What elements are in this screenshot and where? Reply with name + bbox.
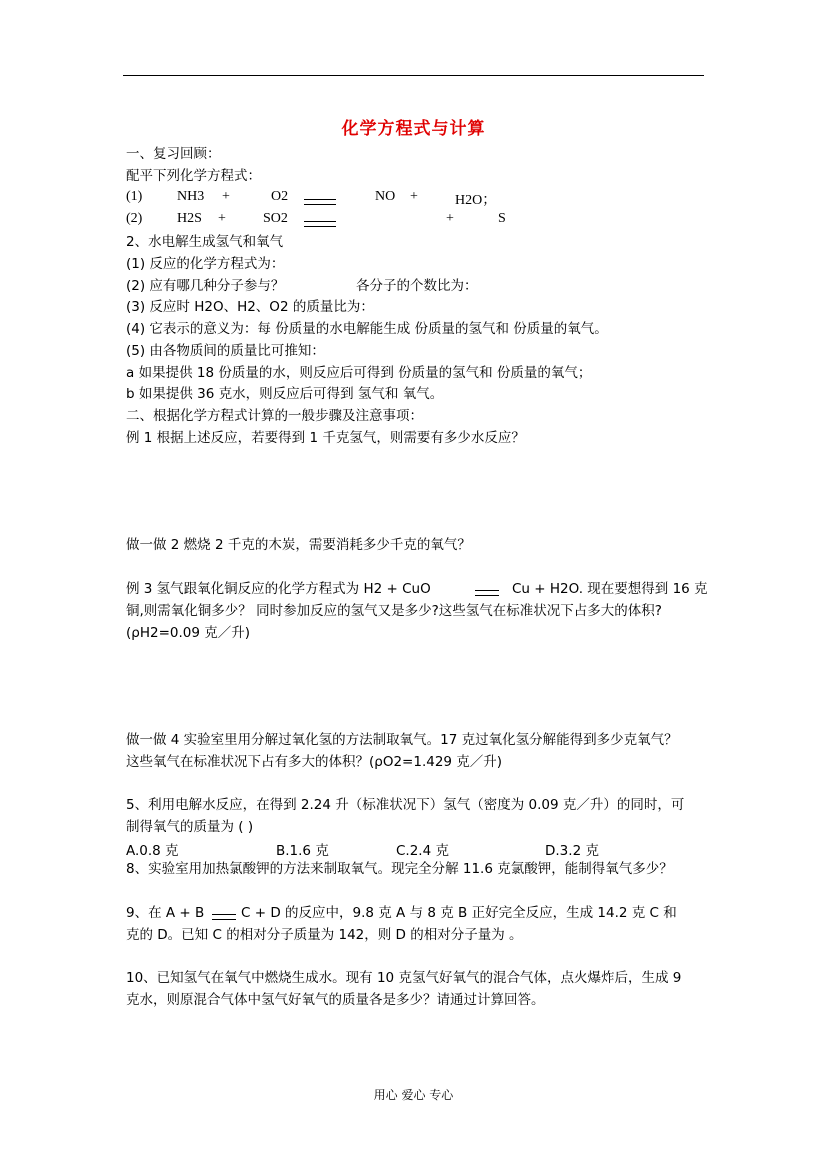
exercise-4-line-2: 这些氧气在标准状况下占有多大的体积？(ρO2=1.429 克／升) [126, 754, 503, 770]
question-5-line-1: 5、利用电解水反应，在得到 2.24 升（标准状况下）氢气（密度为 0.09 克／升）的同时，可 [126, 797, 685, 813]
question-9-line-1a: 9、在 A + B [126, 905, 205, 921]
option-b: B.1.6 克 [276, 843, 329, 859]
balance-prompt: 配平下列化学方程式： [126, 168, 261, 184]
eq1-reactant-b: O2 [271, 189, 289, 204]
eq2-product-d: S [498, 211, 506, 226]
eq2-number: (2) [126, 211, 143, 226]
eq2-equals-sign [304, 216, 336, 232]
question-9-line-1b: C + D 的反应中，9.8 克 A 与 8 克 B 正好完全反应，生成 14.2 克 C 和 [241, 905, 677, 921]
eq1-plus-2: + [410, 189, 418, 204]
question-2-part-4: (4) 它表示的意义为：每 份质量的水电解能生成 份质量的氢气和 份质量的氧气。 [126, 321, 608, 337]
eq1-equals-sign [304, 194, 336, 210]
question-2-part-1: (1) 反应的化学方程式为： [126, 256, 285, 272]
eq1-product-c: NO [375, 189, 396, 204]
example-3-line-2: 铜,则需氧化铜多少？ 同时参加反应的氢气又是多少?这些氢气在标准状况下占多大的体积? [126, 603, 662, 619]
exercise-2: 做一做 2 燃烧 2 千克的木炭，需要消耗多少千克的氧气？ [126, 537, 471, 553]
header-rule [123, 75, 704, 76]
review-heading: 一、复习回顾： [126, 146, 221, 162]
eq1-reactant-a: NH3 [177, 189, 205, 204]
question-2-part-5a: a 如果提供 18 份质量的水，则反应后可得到 份质量的氢气和 份质量的氧气； [126, 365, 592, 381]
eq1-product-d: H2O； [455, 193, 497, 208]
question-9-equals-sign [212, 909, 236, 925]
question-2-part-5: (5) 由各物质间的质量比可推知： [126, 343, 325, 359]
question-2-part-5b: b 如果提供 36 克水，则反应后可得到 氢气和 氧气。 [126, 386, 444, 402]
question-2-heading: 2、水电解生成氢气和氧气 [126, 234, 284, 250]
question-2-part-2b: 各分子的个数比为： [356, 278, 478, 294]
eq2-reactant-b: SO2 [263, 211, 288, 226]
option-d: D.3.2 克 [545, 843, 599, 859]
question-5-line-2: 制得氧气的质量为 ( ) [126, 819, 254, 835]
page-title: 化学方程式与计算 [341, 119, 486, 139]
question-10-line-1: 10、已知氢气在氧气中燃烧生成水。现有 10 克氢气好氧气的混合气体，点火爆炸后，生成 9 [126, 970, 682, 986]
example-3-equals-sign [475, 585, 499, 601]
example-3-line-1a: 例 3 氢气跟氧化铜反应的化学方程式为 H2 + CuO [126, 581, 431, 597]
example-1: 例 1 根据上述反应，若要得到 1 千克氢气，则需要有多少水反应？ [126, 430, 525, 446]
eq1-number: (1) [126, 189, 143, 204]
eq1-plus-1: + [222, 189, 230, 204]
question-9-line-2: 克的 D。已知 C 的相对分子质量为 142，则 D 的相对分子量为 。 [126, 927, 523, 943]
page-footer: 用心 爱心 专心 [373, 1088, 454, 1102]
question-2-part-2a: (2) 应有哪几种分子参与？ [126, 278, 285, 294]
question-2-part-3: (3) 反应时 H2O、H2、O2 的质量比为： [126, 299, 374, 315]
question-8: 8、实验室用加热氯酸钾的方法来制取氧气。现完全分解 11.6 克氯酸钾，能制得氧气多少？ [126, 861, 673, 877]
example-3-line-1b: Cu + H2O. 现在要想得到 16 克 [512, 581, 708, 597]
example-3-line-3: (ρH2=0.09 克／升) [126, 625, 251, 641]
question-10-line-2: 克水，则原混合气体中氢气好氧气的质量各是多少？请通过计算回答。 [126, 992, 545, 1008]
steps-heading: 二、根据化学方程式计算的一般步骤及注意事项： [126, 408, 423, 424]
eq2-reactant-a: H2S [177, 211, 202, 226]
eq2-plus-2: + [446, 211, 454, 226]
eq2-plus-1: + [218, 211, 226, 226]
exercise-4-line-1: 做一做 4 实验室里用分解过氧化氢的方法制取氧气。17 克过氧化氢分解能得到多少克氧气？ [126, 732, 678, 748]
option-c: C.2.4 克 [396, 843, 449, 859]
option-a: A.0.8 克 [126, 843, 179, 859]
